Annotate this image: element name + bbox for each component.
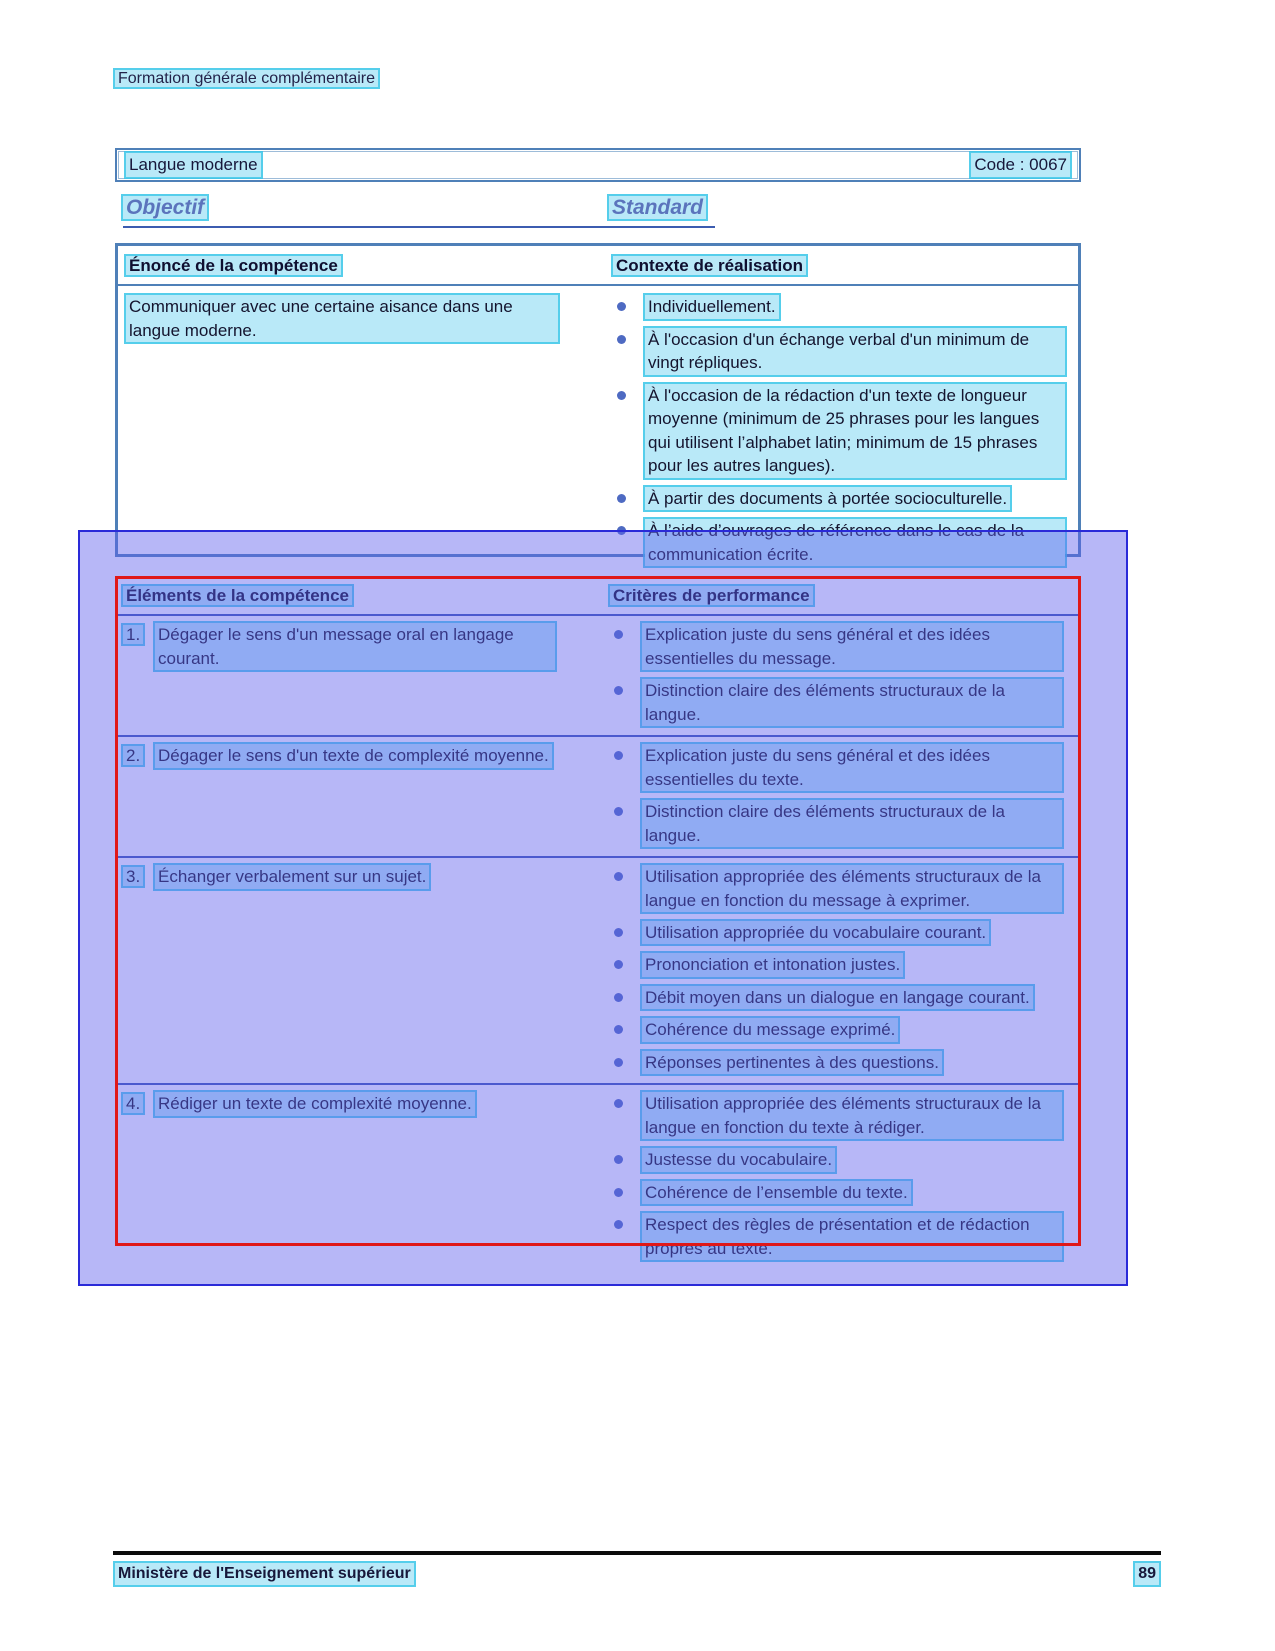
table1-body-row: [118, 286, 1078, 575]
bullet-icon: [614, 751, 623, 760]
criterion-item: [610, 921, 1073, 944]
criterion-text: Distinction claire des éléments structuraux de la langue.: [642, 679, 1062, 726]
criteria-list: [610, 623, 1073, 735]
contexte-header: Contexte de réalisation: [613, 256, 806, 275]
criterion-item: [610, 1181, 1073, 1204]
row-number: 1.: [123, 625, 143, 644]
course-header-bar: [115, 148, 1081, 182]
competence-statement-cell: [126, 295, 613, 575]
page-footer: [115, 1563, 1159, 1585]
bullet-icon: [617, 494, 626, 503]
objectif-heading: Objectif: [123, 196, 207, 219]
criteria-list: [610, 744, 1073, 856]
criteres-header: Critères de performance: [610, 586, 813, 605]
table-row: [115, 858, 1081, 1085]
criterion-item: [610, 800, 1073, 847]
element-cell: [123, 744, 610, 856]
context-item: [613, 328, 1070, 375]
competence-statement: Communiquer avec une certaine aisance dans une langue moderne.: [126, 295, 558, 342]
criterion-text: Explication juste du sens général et des idées essentielles du message.: [642, 623, 1062, 670]
bullet-icon: [617, 302, 626, 311]
context-item: [613, 384, 1070, 478]
criteria-list: [610, 1092, 1073, 1269]
criterion-text: Cohérence du message exprimé.: [642, 1018, 898, 1041]
bullet-icon: [617, 526, 626, 535]
bullet-icon: [614, 1155, 623, 1164]
criterion-text: Cohérence de l’ensemble du texte.: [642, 1181, 911, 1204]
criterion-text: Débit moyen dans un dialogue en langage courant.: [642, 986, 1033, 1009]
criterion-text: Respect des règles de présentation et de rédaction propres au texte.: [642, 1213, 1062, 1260]
bullet-icon: [614, 1025, 623, 1034]
context-item-text: À l'occasion de la rédaction d'un texte de longueur moyenne (minimum de 25 phrases pour les langues qui utilisent l’alphabet latin; minimum de 15 phrases pour les autres langues).: [645, 384, 1065, 478]
criterion-item: [610, 1051, 1073, 1074]
criterion-item: [610, 679, 1073, 726]
criterion-text: Justesse du vocabulaire.: [642, 1148, 835, 1171]
section-label-text: Formation générale complémentaire: [115, 70, 378, 87]
criterion-item: [610, 1148, 1073, 1171]
context-item-text: À partir des documents à portée socioculturelle.: [645, 487, 1010, 510]
bullet-icon: [614, 686, 623, 695]
context-item-text: Individuellement.: [645, 295, 779, 318]
footer-rule: [113, 1551, 1161, 1555]
context-list: [613, 295, 1070, 575]
criterion-item: [610, 986, 1073, 1009]
criterion-item: [610, 953, 1073, 976]
standard-heading: Standard: [609, 196, 706, 219]
table-row: [115, 616, 1081, 737]
course-code: Code : 0067: [971, 153, 1070, 176]
bullet-icon: [617, 391, 626, 400]
table1-header-row: [118, 246, 1078, 286]
bullet-icon: [614, 872, 623, 881]
criterion-item: [610, 1213, 1073, 1260]
footer-ministry: Ministère de l'Enseignement supérieur: [115, 1563, 414, 1585]
table-row: [115, 1085, 1081, 1269]
context-item: [613, 295, 1070, 318]
criterion-text: Distinction claire des éléments structuraux de la langue.: [642, 800, 1062, 847]
criterion-text: Utilisation appropriée du vocabulaire courant.: [642, 921, 989, 944]
bullet-icon: [617, 335, 626, 344]
criterion-item: [610, 744, 1073, 791]
bullet-icon: [614, 1099, 623, 1108]
criterion-item: [610, 865, 1073, 912]
elements-header: Éléments de la compétence: [123, 586, 352, 605]
element-text: Rédiger un texte de complexité moyenne.: [155, 1092, 475, 1115]
bullet-icon: [614, 1058, 623, 1067]
course-title: Langue moderne: [126, 153, 261, 176]
element-cell: [123, 865, 610, 1083]
enonce-header: Énoncé de la compétence: [126, 256, 341, 275]
bullet-icon: [614, 1188, 623, 1197]
criterion-item: [610, 1092, 1073, 1139]
element-text: Échanger verbalement sur un sujet.: [155, 865, 429, 888]
bullet-icon: [614, 928, 623, 937]
table-row: [115, 737, 1081, 858]
element-text: Dégager le sens d'un texte de complexité moyenne.: [155, 744, 552, 767]
table2-header-row: [115, 576, 1081, 616]
context-item: [613, 487, 1070, 510]
criteria-list: [610, 865, 1073, 1083]
bullet-icon: [614, 993, 623, 1002]
row-number: 3.: [123, 867, 143, 886]
context-item: [613, 519, 1070, 566]
bullet-icon: [614, 630, 623, 639]
elements-criteres-table: [115, 576, 1081, 1258]
element-text: Dégager le sens d'un message oral en langage courant.: [155, 623, 555, 670]
context-item-text: À l'occasion d'un échange verbal d'un minimum de vingt répliques.: [645, 328, 1065, 375]
competence-context-table: [115, 243, 1081, 564]
criterion-text: Utilisation appropriée des éléments structuraux de la langue en fonction du texte à rédiger.: [642, 1092, 1062, 1139]
element-cell: [123, 623, 610, 735]
criterion-text: Prononciation et intonation justes.: [642, 953, 903, 976]
bullet-icon: [614, 960, 623, 969]
element-cell: [123, 1092, 610, 1269]
column-headings-row: [123, 194, 715, 228]
context-item-text: À l’aide d’ouvrages de référence dans le cas de la communication écrite.: [645, 519, 1065, 566]
row-number: 2.: [123, 746, 143, 765]
criterion-item: [610, 623, 1073, 670]
criterion-text: Réponses pertinentes à des questions.: [642, 1051, 942, 1074]
criterion-item: [610, 1018, 1073, 1041]
document-section-label: [115, 68, 378, 90]
criterion-text: Utilisation appropriée des éléments structuraux de la langue en fonction du message à exprimer.: [642, 865, 1062, 912]
footer-page-number: 89: [1135, 1563, 1159, 1585]
row-number: 4.: [123, 1094, 143, 1113]
criterion-text: Explication juste du sens général et des idées essentielles du texte.: [642, 744, 1062, 791]
bullet-icon: [614, 807, 623, 816]
bullet-icon: [614, 1220, 623, 1229]
